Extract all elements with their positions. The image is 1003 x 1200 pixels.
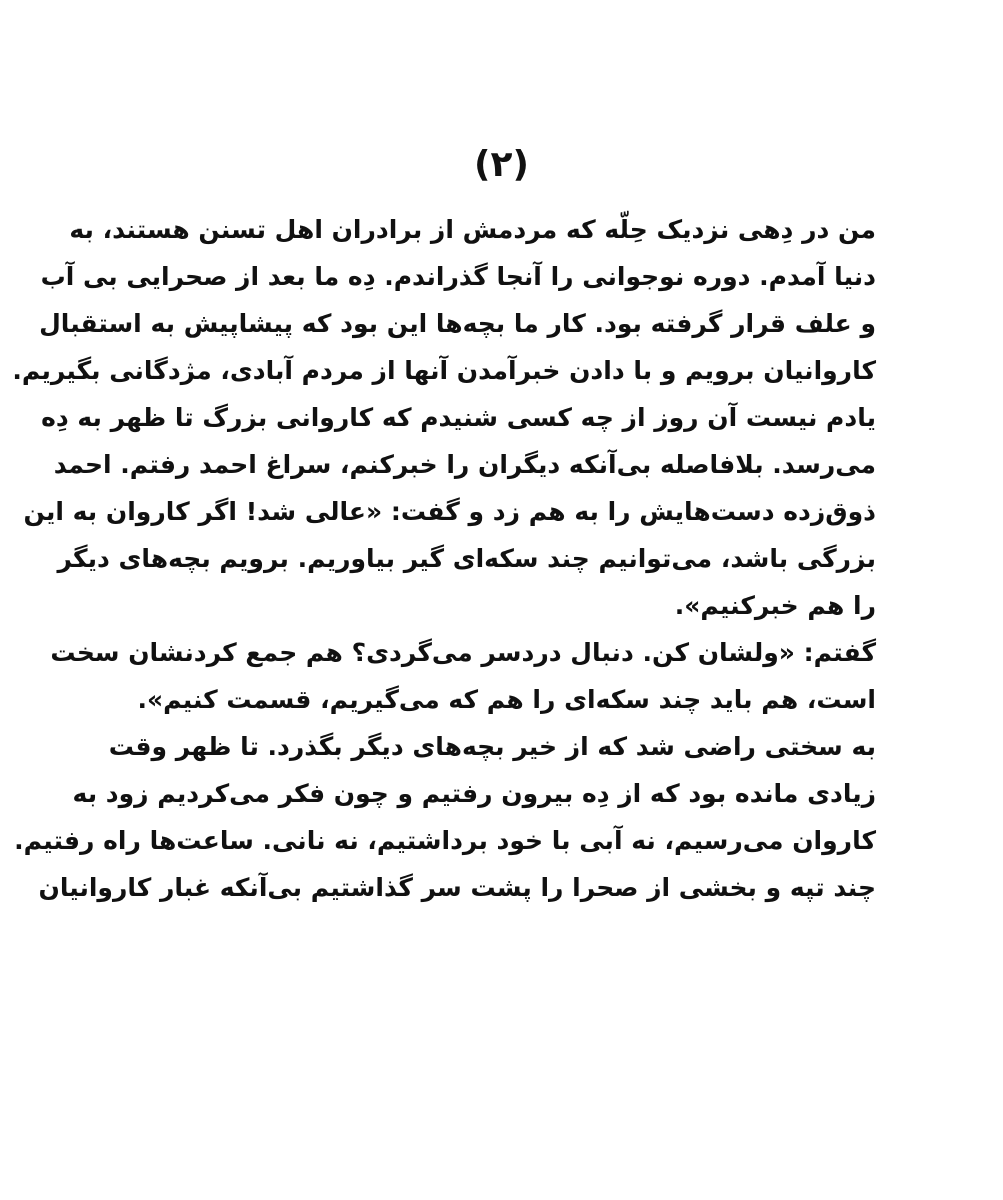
text-line: دنیا آمدم. دوره نوجوانی را آنجا گذراندم. دِه ما بعد از صحرایی بی آب (40, 262, 876, 291)
text-line: زیادی مانده بود که از دِه بیرون رفتیم و چون فکر می‌کردیم زود به (72, 779, 876, 808)
text-line: می‌رسد. بلافاصله بی‌آنکه دیگران را خبرکنم، سراغ احمد رفتم. احمد (53, 450, 876, 479)
text-line: بزرگی باشد، می‌توانیم چند سکه‌ای گیر بیاوریم. برویم بچه‌های دیگر (57, 544, 876, 573)
text-line: من در دِهی نزدیک حِلّه که مردمش از برادران اهل تسنن هستند، به (69, 215, 876, 244)
paragraph-1 (12, 206, 876, 394)
text-line: گفتم: «ولشان کن. دنبال دردسر می‌گردی؟ هم جمع کردنشان سخت (50, 638, 876, 667)
chapter-number: (۲) (474, 144, 529, 185)
paragraph-2 (23, 394, 876, 629)
body-text (12, 206, 876, 911)
text-line: ذوق‌زده دست‌هایش را به هم زد و گفت: «عالی شد! اگر کاروان به این (23, 497, 876, 526)
text-line: است، هم باید چند سکه‌ای را هم که می‌گیریم، قسمت کنیم». (137, 685, 876, 714)
paragraph-3 (50, 629, 876, 723)
text-line: و علف قرار گرفته بود. کار ما بچه‌ها این بود که پیشاپیش به استقبال (39, 309, 876, 338)
text-line: را هم خبرکنیم». (674, 591, 876, 620)
text-line: یادم نیست آن روز از چه کسی شنیدم که کاروانی بزرگ تا ظهر به دِه (41, 403, 876, 432)
text-line: به سختی راضی شد که از خیر بچه‌های دیگر بگذرد. تا ظهر وقت (108, 732, 876, 761)
text-line: چند تپه و بخشی از صحرا را پشت سر گذاشتیم بی‌آنکه غبار کاروانیان (38, 873, 876, 902)
paragraph-4 (14, 723, 876, 911)
text-line: کاروان می‌رسیم، نه آبی با خود برداشتیم، نه نانی. ساعت‌ها راه رفتیم. (14, 826, 876, 855)
text-line: کاروانیان برویم و با دادن خبرآمدن آنها از مردم آبادی، مژدگانی بگیریم. (12, 356, 876, 385)
